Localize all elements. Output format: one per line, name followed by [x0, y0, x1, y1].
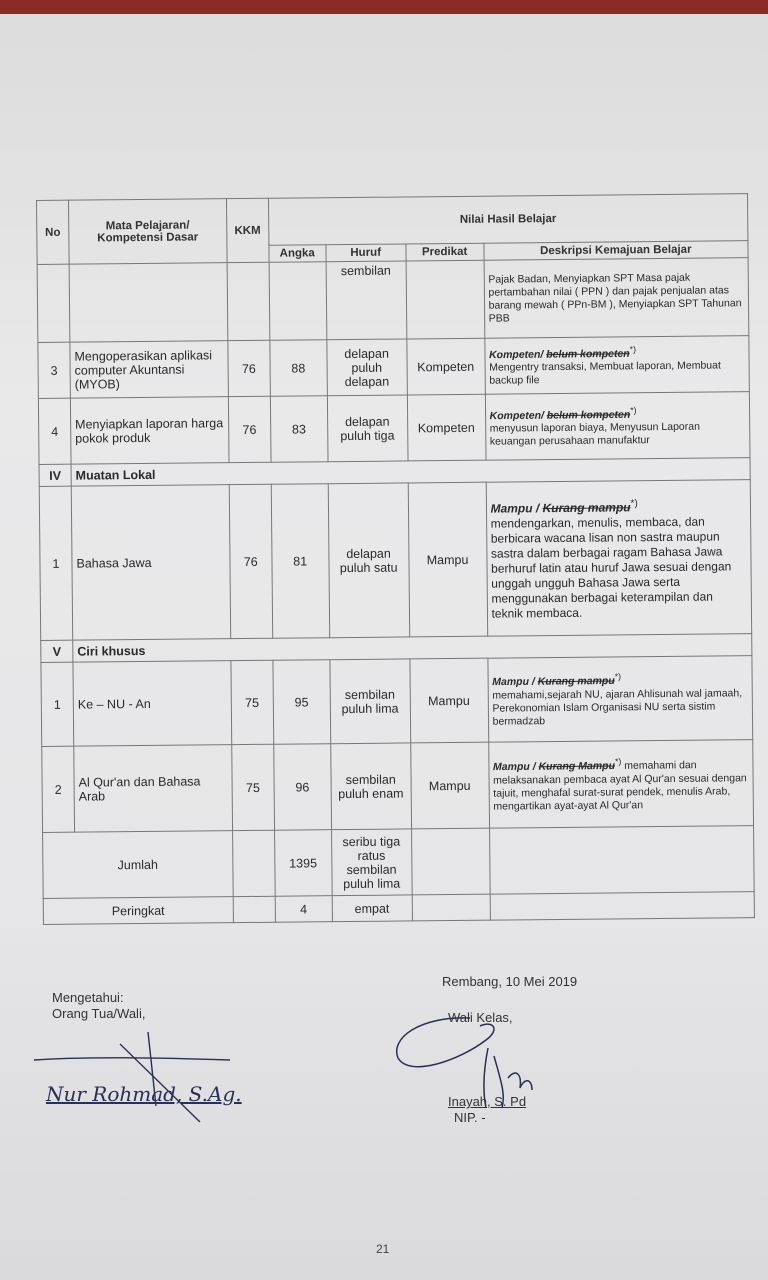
nu-mapel: Ke – NU - An: [73, 661, 232, 747]
row3-angka: 88: [270, 340, 327, 397]
table-row: [39, 480, 751, 641]
row3-mapel: Mengoperasikan aplikasi computer Akuntansi (MYOB): [70, 341, 228, 399]
bj-desc: mendengarkan, menulis, membaca, dan berbicara wacana lisan non sastra maupun sastra dalam berbagai ragam Bahasa Jawa berhuruf latin atau huruf Jawa sesuai dengan unggah ungguh Bahasa Jawa serta menggunakan berbagai keterampilan dan teknik membaca.: [490, 514, 732, 621]
row3-huruf: delapan puluh delapan: [327, 339, 407, 396]
table-row: [38, 392, 750, 465]
grade-table: [36, 193, 755, 925]
nu-desc: memahami,sejarah NU, ajaran Ahlisunah wal jamaah, Perekonomian Islam Organisasi NU serta sistim bermadzab: [492, 686, 743, 728]
nu-kkm: 75: [231, 660, 274, 744]
row4-predikat: Kompeten: [407, 394, 486, 461]
bj-strike: Kurang mampu: [542, 499, 631, 515]
header-huruf: Huruf: [326, 244, 406, 262]
orangtua-label: Orang Tua/Wali,: [52, 1006, 146, 1021]
qa-strike: Kurang Mampu: [538, 760, 616, 773]
row3-strike: belum kompeten: [546, 347, 630, 361]
row4-kkm: 76: [228, 396, 271, 462]
row4-huruf: delapan puluh tiga: [327, 395, 408, 462]
nu-lead: Mampu /: [492, 675, 538, 689]
qa-kkm: 75: [232, 744, 275, 830]
qa-desc-cell: [488, 740, 753, 829]
nu-desc-cell: [487, 656, 752, 743]
peringkat-huruf: empat: [332, 895, 412, 922]
row0-huruf: sembilan: [326, 261, 407, 340]
bj-kkm: 76: [229, 484, 272, 638]
bj-angka: 81: [271, 484, 329, 639]
sec4-title: Muatan Lokal: [71, 458, 750, 487]
row4-no: 4: [38, 398, 71, 464]
row4-lead: Kompeten/: [489, 409, 547, 422]
table-row: [37, 258, 749, 343]
row4-sup: *): [630, 404, 637, 416]
bj-no: 1: [39, 486, 72, 640]
row4-angka: 83: [270, 396, 328, 463]
parent-signature-icon: [30, 1026, 260, 1126]
teacher-nip: NIP. -: [454, 1110, 486, 1125]
nu-huruf: sembilan puluh lima: [330, 659, 411, 744]
qa-lead: Mampu /: [492, 760, 539, 774]
jumlah-angka: 1395: [274, 830, 332, 897]
paper-sheet: [0, 14, 768, 1280]
jumlah-huruf: seribu tiga ratus sembilan puluh lima: [331, 829, 412, 896]
row3-no: 3: [38, 342, 71, 398]
sec5-title: Ciri khusus: [73, 634, 752, 663]
row4-desc: menyusun laporan biaya, Menyusun Laporan keuangan perusahaan manufaktur: [489, 420, 700, 448]
row4-desc-cell: [485, 392, 750, 461]
row3-kkm: 76: [228, 340, 271, 396]
qa-angka: 96: [273, 744, 331, 831]
row3-lead: Kompeten/: [489, 348, 547, 361]
nu-predikat: Mampu: [410, 658, 489, 743]
row0-desc: Pajak Badan, Menyiapkan SPT Masa pajak pertambahan nilai ( PPN ) dan pajak penjualan atas barang mewah ( PPn-BM ), Menyiapkan SPT Tahunan PBB: [484, 258, 749, 339]
walikelas-label: Wali Kelas,: [448, 1010, 513, 1025]
header-angka: Angka: [269, 245, 326, 263]
place-date: Rembang, 10 Mei 2019: [442, 974, 578, 989]
nu-strike: Kurang mampu: [537, 675, 615, 688]
nu-no: 1: [41, 662, 74, 746]
peringkat-label: Peringkat: [43, 897, 233, 925]
header-no: No: [37, 200, 70, 264]
header-predikat: Predikat: [406, 243, 484, 261]
row3-desc: Mengentry transaksi, Membuat laporan, Membuat backup file: [489, 359, 721, 387]
page-number: 21: [376, 1242, 390, 1256]
row3-sup: *): [629, 343, 637, 355]
parent-name: Nur Rohmad, S.Ag.: [46, 1082, 242, 1106]
qa-predikat: Mampu: [410, 742, 489, 829]
bj-predikat: Mampu: [408, 482, 487, 637]
peringkat-row: [43, 892, 754, 925]
teacher-name: Inayah, S. Pd: [448, 1094, 527, 1109]
jumlah-row: [43, 826, 755, 899]
peringkat-angka: 4: [275, 896, 332, 923]
header-nilai: Nilai Hasil Belajar: [268, 194, 748, 246]
table-row: [38, 336, 750, 399]
header-deskripsi: Deskripsi Kemajuan Belajar: [483, 241, 748, 261]
nu-angka: 95: [273, 660, 331, 745]
qa-desc: memahami dan melaksanakan pembaca ayat Al Qur'an sesuai dengan tajuit, menghafal surat-surat pendek, menulis Arab, mengartikan ayat-ayat Al Qur'an: [493, 759, 747, 813]
bj-huruf: delapan puluh satu: [328, 483, 409, 638]
row4-mapel: Menyiapkan laporan harga pokok produk: [70, 397, 228, 465]
header-mapel: Mata Pelajaran/ Kompetensi Dasar: [68, 199, 226, 265]
sec4-no: IV: [39, 464, 71, 486]
table-row: [42, 740, 754, 833]
row3-predikat: Kompeten: [406, 338, 484, 395]
jumlah-label: Jumlah: [43, 831, 233, 899]
qa-huruf: sembilan puluh enam: [330, 743, 411, 830]
bj-sup: *): [630, 497, 638, 509]
bj-mapel: Bahasa Jawa: [71, 485, 230, 641]
table-row: [41, 656, 753, 747]
qa-sup: *): [614, 756, 622, 767]
nu-sup: *): [614, 671, 622, 682]
header-row-1: [37, 194, 748, 248]
mengetahui-label: Mengetahui:: [52, 990, 124, 1005]
row3-desc-cell: [484, 336, 749, 395]
row4-strike: belum kompeten: [546, 408, 631, 422]
bj-lead: Mampu /: [490, 500, 543, 516]
qa-mapel: Al Qur'an dan Bahasa Arab: [74, 745, 233, 833]
sec5-no: V: [41, 640, 73, 662]
header-kkm: KKM: [226, 198, 269, 262]
qa-no: 2: [42, 746, 75, 832]
bj-desc-cell: [486, 480, 752, 637]
